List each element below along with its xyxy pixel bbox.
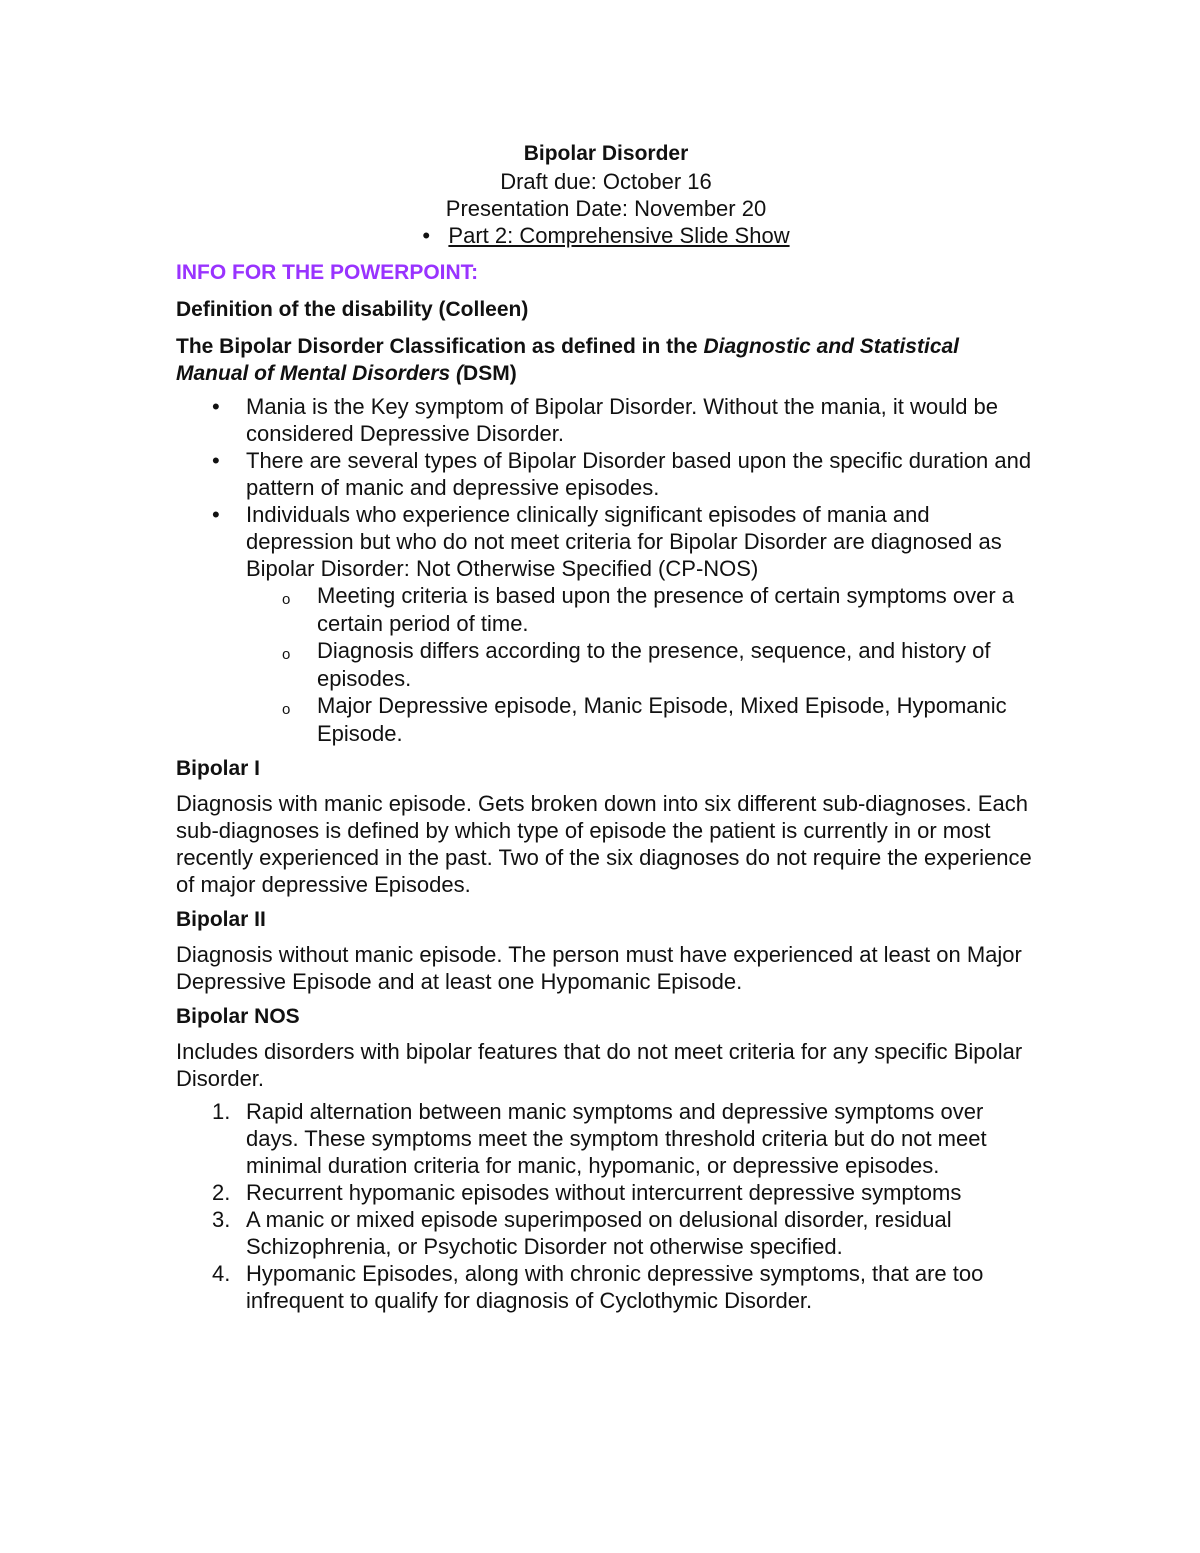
classification-italic: Diagnostic and Statistical Manual of Mental Disorders (	[176, 335, 960, 385]
list-item	[176, 1098, 1036, 1179]
presentation-date: Presentation Date: November 20	[445, 196, 767, 221]
list-item	[176, 1260, 1036, 1314]
sub-list-item	[246, 692, 1036, 747]
item-text: A manic or mixed episode superimposed on delusional disorder, residual Schizophrenia, or Psychotic Disorder not otherwise specified.	[246, 1207, 952, 1259]
bullet-marker: •	[212, 448, 220, 473]
bipolar1-heading: Bipolar I	[176, 757, 261, 780]
item-text: Hypomanic Episodes, along with chronic depressive symptoms, that are too infrequent to qualify for diagnosis of Cyclothymic Disorder.	[246, 1261, 984, 1313]
info-heading: INFO FOR THE POWERPOINT:	[176, 261, 479, 284]
classification-suffix: DSM)	[463, 362, 517, 385]
item-number: 3.	[212, 1207, 231, 1232]
bipolar2-heading: Bipolar II	[176, 908, 266, 931]
sub-bullet-marker: o	[282, 646, 291, 663]
list-item	[176, 447, 1036, 501]
doc-title: Bipolar Disorder	[523, 142, 689, 165]
sub-bullet-marker: o	[282, 701, 291, 718]
draft-due: Draft due: October 16	[500, 169, 712, 194]
definition-heading: Definition of the disability (Colleen)	[176, 298, 529, 321]
sub-bullet-text: Meeting criteria is based upon the presence of certain symptoms over a certain period of time.	[317, 583, 1015, 636]
bullet-marker: •	[212, 394, 220, 419]
list-item	[176, 1179, 1036, 1206]
bipolarnos-text: Includes disorders with bipolar features that do not meet criteria for any specific Bipolar Disorder.	[176, 1039, 1023, 1091]
bipolar2-text: Diagnosis without manic episode. The person must have experienced at least on Major Depressive Episode and at least one Hypomanic Episode.	[176, 942, 1022, 994]
item-text: Rapid alternation between manic symptoms and depressive symptoms over days. These symptoms meet the symptom threshold criteria but do not meet minimal duration criteria for manic, hypomanic, or depressive episodes.	[246, 1099, 987, 1178]
item-number: 2.	[212, 1180, 231, 1205]
item-number: 4.	[212, 1261, 231, 1286]
part2-text: Part 2: Comprehensive Slide Show	[448, 223, 790, 248]
bullet-marker: •	[422, 223, 431, 248]
sub-bullet-text: Major Depressive episode, Manic Episode, Mixed Episode, Hypomanic Episode.	[317, 693, 1007, 746]
bipolarnos-heading: Bipolar NOS	[176, 1005, 300, 1028]
bipolar1-text: Diagnosis with manic episode. Gets broken down into six different sub-diagnoses. Each sub-diagnoses is defined by which type of episode the patient is currently in or most recently experienced in the past. Two of the six diagnoses do not require the experience of major depressive Episodes.	[176, 791, 1032, 897]
list-item	[176, 393, 1036, 447]
list-item	[176, 501, 1036, 747]
bullet-text: There are several types of Bipolar Disorder based upon the specific duration and pattern of manic and depressive episodes.	[246, 448, 1032, 500]
item-number: 1.	[212, 1099, 231, 1124]
item-text: Recurrent hypomanic episodes without intercurrent depressive symptoms	[246, 1180, 962, 1205]
document-content	[176, 140, 1036, 1314]
sub-bullet-marker: o	[282, 591, 291, 608]
bullet-text: Individuals who experience clinically significant episodes of mania and depression but who do not meet criteria for Bipolar Disorder are diagnosed as Bipolar Disorder: Not Otherwise Specified (CP-NOS)	[246, 502, 1002, 581]
sub-bullet-text: Diagnosis differs according to the presence, sequence, and history of episodes.	[317, 638, 991, 691]
part2-line	[176, 222, 1036, 250]
definition-bullets	[176, 393, 1036, 747]
bullet-marker: •	[212, 502, 220, 527]
sub-bullets	[246, 582, 1036, 747]
sub-list-item	[246, 582, 1036, 637]
classification-heading	[176, 333, 1036, 387]
bipolarnos-list	[176, 1098, 1036, 1314]
bullet-text: Mania is the Key symptom of Bipolar Disorder. Without the mania, it would be considered Depressive Disorder.	[246, 394, 999, 446]
classification-prefix: The Bipolar Disorder Classification as defined in the	[176, 335, 704, 358]
sub-list-item	[246, 637, 1036, 692]
list-item	[176, 1206, 1036, 1260]
